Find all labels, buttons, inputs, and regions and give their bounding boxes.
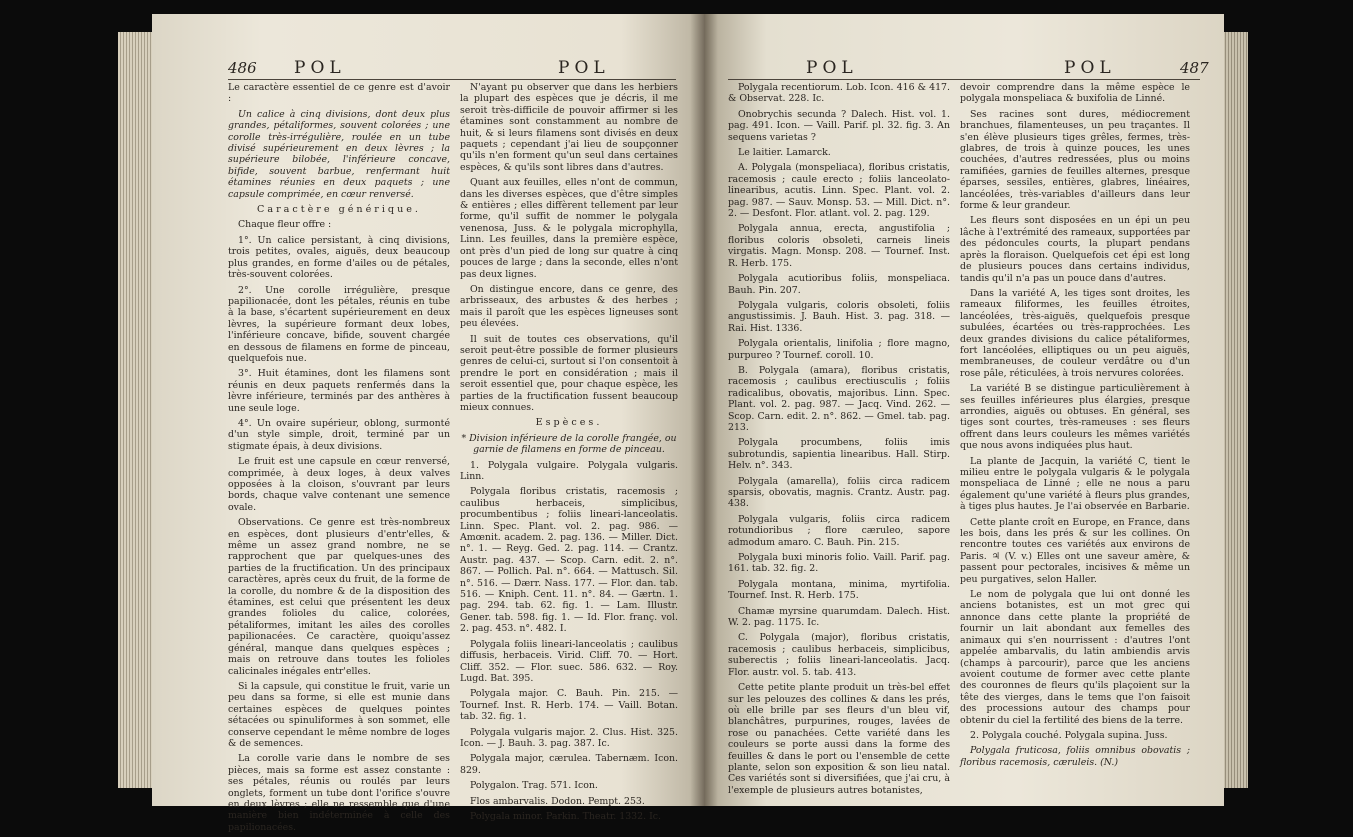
paragraph: Polygalon. Trag. 571. Icon. — [470, 780, 598, 792]
paragraph: On distingue encore, dans ce genre, des arbrisseaux, des arbustes & des herbes ; mais il paroît que les espèces ligneuses sont peu élevées. — [460, 283, 678, 330]
page-number-right: 487 — [1180, 59, 1209, 77]
running-head-right-2: POL — [1064, 58, 1116, 78]
paragraph: Polygala recentiorum. Lob. Icon. 416 & 417. & Observat. 228. Ic. — [728, 82, 950, 105]
paragraph: Polygala floribus cristatis, racemosis ; caulibus herbaceis, simplicibus, procumbentibus ; foliis lineari-lanceolatis. Linn. Spec. Plant. vol. 2. pag. 986. — Amœnit. academ. 2. pag. 136. — Miller. Dict. n°. 1. — Reyg. Ged. 2. pag. 114. — Crantz. Austr. pag. 437. — Scop. Carn. edit. 2. n°. 867. — Pollich. Pal. n°. 664. — Mattusch. Sil. n°. 516. — Dærr. Nass. 177. — Flor. dan. tab. 516. — Kniph. Cent. 11. n°. 84. — Gærtn. 1. pag. 294. tab. 62. fig. 1. — Lam. Illustr. Gener. tab. 598. fig. 1. — Id. Flor. franç. vol. 2. pag. 453. n°. 482. I. — [460, 486, 678, 635]
paragraph: Polygala orientalis, linifolia ; flore magno, purpureo ? Tournef. coroll. 10. — [728, 338, 950, 361]
right-page-edges — [1220, 32, 1248, 788]
paragraph: Polygala buxi minoris folio. Vaill. Parif. pag. 161. tab. 32. fig. 2. — [728, 552, 950, 575]
paragraph: Les fleurs sont disposées en un épi un peu lâche à l'extrémité des rameaux, supportées par des pédoncules courts, la plupart pendans après la floraison. Quelquefois cet épi est long de plusieurs pouces dans certains individus, tandis qu'il n'a pas un pouce dans d'autres. — [960, 215, 1190, 284]
paragraph: Cette plante croît en Europe, en France, dans les bois, dans les prés & sur les collines. On rencontre toutes ces variétés aux environs de Paris. ♃ (V. v.) Elles ont une saveur amère, & passent pour pectorales, incisives & même un peu purgatives, selon Haller. — [960, 516, 1190, 585]
paragraph: La variété B se distingue particulièrement à ses feuilles inférieures plus élargies, presque arrondies, aiguës ou obtuses. En général, ses tiges sont courtes, très-rameuses : ses fleurs offrent dans leurs couleurs les mêmes variétés que nous avons indiquées plus haut. — [960, 383, 1190, 452]
right-column-1 — [728, 82, 950, 800]
paragraph: Le fruit est une capsule en cœur renversé, comprimée, à deux loges, à deux valves opposées à la cloison, s'ouvrant par leurs bords, chaque valve contenant une semence ovale. — [228, 456, 450, 513]
book-gutter — [690, 14, 718, 806]
header-rule-left — [228, 79, 676, 80]
paragraph: Quant aux feuilles, elles n'ont de commun, dans les diverses espèces, que d'être simples & entières ; elles diffèrent tellement par leur forme, qu'il suffit de nommer le polygala venenosa, Juss. & le polygala microphylla, Linn. Les feuilles, dans la première espèce, ont près d'un pied de long sur quatre à cinq pouces de large ; dans la seconde, elles n'ont pas deux lignes. — [460, 177, 678, 280]
paragraph: Ses racines sont dures, médiocrement branchues, filamenteuses, un peu traçantes. Il s'en élève plusieurs tiges grêles, fermes, très-glabres, de trois à quinze pouces, les unes couchées, d'autres redressées, plus ou moins ramifiées, garnies de feuilles alternes, presque éparses, sessiles, entières, glabres, linéaires, lancéolées, très-variables d'ailleurs dans leur forme & leur grandeur. — [960, 108, 1190, 212]
page-number-left: 486 — [228, 59, 257, 77]
paragraph: A. Polygala (monspeliaca), floribus cristatis, racemosis ; caule erecto ; foliis lanceolato-linearibus, acutis. Linn. Spec. Plant. vol. 2. pag. 987. — Sauv. Monsp. 53. — Mill. Dict. n°. 2. — Desfont. Flor. atlant. vol. 2. pag. 129. — [728, 162, 950, 220]
running-head-right-1: POL — [806, 58, 858, 78]
paragraph: La plante de Jacquin, la variété C, tient le milieu entre le polygala vulgaris & le polygala monspeliaca de Linné ; elle ne nous a paru également qu'une variété à fleurs plus grandes, à tiges plus hautes. Je l'ai observée en Barbarie. — [960, 455, 1190, 513]
paragraph: Si la capsule, qui constitue le fruit, varie un peu dans sa forme, si elle est munie dans certaines espèces de quelques pointes sétacées ou spinuliformes à son sommet, elle conserve cependant le même nombre de loges & de semences. — [228, 680, 450, 749]
right-page — [704, 14, 1224, 806]
open-book — [118, 14, 1248, 833]
paragraph: Polygala minor. Parkin. Theatr. 1332. Ic. — [470, 810, 661, 822]
paragraph: C. Polygala (major), floribus cristatis, racemosis ; caulibus herbaceis, simplicibus, suberectis ; foliis lineari-lanceolatis. Jacq. Flor. austr. vol. 5. tab. 413. — [728, 632, 950, 678]
paragraph: 1. Polygala vulgaire. Polygala vulgaris. Linn. — [460, 459, 678, 482]
running-head-left-1: POL — [294, 58, 346, 78]
paragraph: Un calice à cinq divisions, dont deux plus grandes, pétaliformes, souvent colorées ; une corolle très-irrégulière, roulée en un tube divisé supérieurement en deux lèvres ; la supérieure bilobée, l'inférieure concave, bifide, souvent barbue, renfermant huit étamines réunies en deux paquets ; une capsule comprimée, en cœur renversé. — [228, 108, 450, 200]
paragraph: Polygala (amarella), foliis circa radicem sparsis, obovatis, magnis. Crantz. Austr. pag. 438. — [728, 475, 950, 510]
paragraph: Le laitier. Lamarck. — [738, 147, 831, 159]
paragraph: * Division inférieure de la corolle frangée, ou garnie de filamens en forme de pinceau. — [461, 432, 677, 456]
paragraph: Cette petite plante produit un très-bel effet sur les pelouzes des collines & dans les prés, où elle brille par ses fleurs d'un bleu vif, blanchâtres, purpurines, rouges, lavées de rose ou panachées. Cette variété dans les couleurs se porte aussi dans la forme des feuilles & dans le port ou l'ensemble de cette plante, selon son exposition & son lieu natal. Ces variétés sont si diversifiées, que j'ai cru, à l'exemple de plusieurs autres botanistes, — [728, 682, 950, 796]
paragraph: Chaque fleur offre : — [238, 219, 332, 231]
paragraph: devoir comprendre dans la même espèce le polygala monspeliaca & buxifolia de Linné. — [960, 82, 1190, 105]
paragraph: Dans la variété A, les tiges sont droites, les rameaux filiformes, les feuilles étroites, lancéolées, très-aiguës, quelquefois presque subulées, écartées ou très-rapprochées. Les deux grandes divisions du calice pétaliformes, fort lancéolées, elliptiques ou un peu aiguës, membraneuses, de couleur verdâtre ou d'un rose pâle, réticulées, à trois nervures colorées. — [960, 287, 1190, 379]
paragraph: B. Polygala (amara), floribus cristatis, racemosis ; caulibus erectiusculis ; foliis radicalibus, obovatis, majoribus. Linn. Spec. Plant. vol. 2. pag. 987. — Jacq. Vind. 262. — Scop. Carn. edit. 2. n°. 862. — Gmel. tab. pag. 213. — [728, 364, 950, 433]
paragraph: Polygala major, cærulea. Tabernæm. Icon. 829. — [460, 753, 678, 776]
header-rule-right — [728, 79, 1200, 80]
paragraph: N'ayant pu observer que dans les herbiers la plupart des espèces que je décris, il me seroit très-difficile de pouvoir affirmer si les étamines sont constamment au nombre de huit, & si leurs filamens sont divisés en deux paquets ; cependant j'ai lieu de soupçonner qu'ils n'en forment qu'un seul dans certaines espèces, & qu'ils sont libres dans d'autres. — [460, 82, 678, 173]
paragraph: Polygala fruticosa, foliis omnibus obovatis ; floribus racemosis, cæruleis. (N.) — [960, 745, 1190, 768]
paragraph: Le caractère essentiel de ce genre est d'avoir : — [228, 82, 450, 105]
paragraph: Flos ambarvalis. Dodon. Pempt. 253. — [470, 795, 645, 807]
paragraph: Polygala foliis lineari-lanceolatis ; caulibus diffusis, herbaceis. Virid. Cliff. 70. — Hort. Cliff. 352. — Flor. suec. 586. 632. — Roy. Lugd. Bat. 395. — [460, 638, 678, 684]
paragraph: Observations. Ce genre est très-nombreux en espèces, dont plusieurs d'entr'elles, & même un assez grand nombre, ne se rapprochent que par quelques-unes des parties de la fructification. Un des principaux caractères, après ceux du fruit, de la forme de la corolle, du nombre & de la disposition des étamines, est celui que présentent les deux grandes folioles du calice, colorées, pétaliformes, imitant les ailes des corolles papilionacées. Ce caractère, quoiqu'assez général, manque dans quelques espèces ; mais on retrouve dans toutes les folioles calicinales inégales entr'elles. — [228, 517, 450, 677]
paragraph: Il suit de toutes ces observations, qu'il seroit peut-être possible de former plusieurs genres de celui-ci, surtout si l'on consentoit à prendre le port en considération ; mais il seroit essentiel que, pour chaque espèce, les parties de la fructification fussent beaucoup mieux connues. — [460, 333, 678, 413]
paragraph: Onobrychis secunda ? Dalech. Hist. vol. 1. pag. 491. Icon. — Vaill. Parif. pl. 32. fig. 3. An sequens varietas ? — [728, 108, 950, 143]
paragraph: 1°. Un calice persistant, à cinq divisions, trois petites, ovales, aiguës, deux beaucoup plus grandes, en forme d'ailes ou de pétales, très-souvent colorées. — [228, 234, 450, 281]
paragraph: Chamæ myrsine quarumdam. Dalech. Hist. W. 2. pag. 1175. Ic. — [728, 605, 950, 629]
left-column-2 — [460, 82, 678, 826]
paragraph: Polygala vulgaris, coloris obsoleti, foliis angustissimis. J. Bauh. Hist. 3. pag. 318. — Rai. Hist. 1336. — [728, 299, 950, 334]
paragraph: 2°. Une corolle irrégulière, presque papilionacée, dont les pétales, réunis en tube à la base, s'écartent supérieurement en deux lèvres, la supérieure formant deux lobes, l'inférieure concave, bifide, souvent chargée en dessous de filamens en forme de pinceau, quelquefois nue. — [228, 284, 450, 364]
running-head-left-2: POL — [558, 58, 610, 78]
left-page — [152, 14, 704, 833]
right-column-2 — [960, 82, 1190, 772]
paragraph: Polygala vulgaris, foliis circa radicem rotundioribus ; flore cæruleo, sapore admodum amaro. C. Bauh. Pin. 215. — [728, 513, 950, 548]
paragraph: La corolle varie dans le nombre de ses pièces, mais sa forme est assez constante : ses pétales, réunis ou roulés par leurs onglets, forment un tube dont l'orifice s'ouvre en deux lèvres ; elle ne ressemble que d'une manière bien indéterminée à celle des papilionacées. — [228, 753, 450, 833]
paragraph: Polygala montana, minima, myrtifolia. Tournef. Inst. R. Herb. 175. — [728, 578, 950, 602]
paragraph: Caractère générique. — [257, 204, 421, 216]
paragraph: Polygala major. C. Bauh. Pin. 215. — Tournef. Inst. R. Herb. 174. — Vaill. Botan. tab. 32. fig. 1. — [460, 688, 678, 723]
paragraph: Le nom de polygala que lui ont donné les anciens botanistes, est un mot grec qui annonce dans cette plante la propriété de fournir un lait abondant aux femelles des animaux qui s'en nourrissent : d'autres l'ont appelée ambarvalis, du latin ambiendis arvis (champs à parcourir), parce que les anciens avoient coutume de former avec cette plante des couronnes de fleurs qu'ils plaçoient sur la tête des vierges, dans le tems que l'on faisoit des processions autour des champs pour obtenir du ciel la fertilité des biens de la terre. — [960, 589, 1190, 726]
paragraph: Polygala vulgaris major. 2. Clus. Hist. 325. Icon. — J. Bauh. 3. pag. 387. Ic. — [460, 726, 678, 749]
paragraph: Espèces. — [535, 417, 603, 429]
paragraph: 3°. Huit étamines, dont les filamens sont réunis en deux paquets renfermés dans la lèvre inférieure, terminés par des anthères à une seule loge. — [228, 368, 450, 414]
paragraph: Polygala annua, erecta, angustifolia ; floribus coloris obsoleti, carneis lineis virgatis. Magn. Monsp. 208. — Tournef. Inst. R. Herb. 175. — [728, 223, 950, 269]
paragraph: 2. Polygala couché. Polygala supina. Juss. — [970, 729, 1168, 741]
paragraph: 4°. Un ovaire supérieur, oblong, surmonté d'un style simple, droit, terminé par un stigmate épais, à deux divisions. — [228, 417, 450, 452]
paragraph: Polygala acutioribus foliis, monspeliaca. Bauh. Pin. 207. — [728, 273, 950, 296]
left-column-1 — [228, 82, 450, 837]
paragraph: Polygala procumbens, foliis imis subrotundis, sapientia linearibus. Hall. Stirp. Helv. n°. 343. — [728, 437, 950, 472]
